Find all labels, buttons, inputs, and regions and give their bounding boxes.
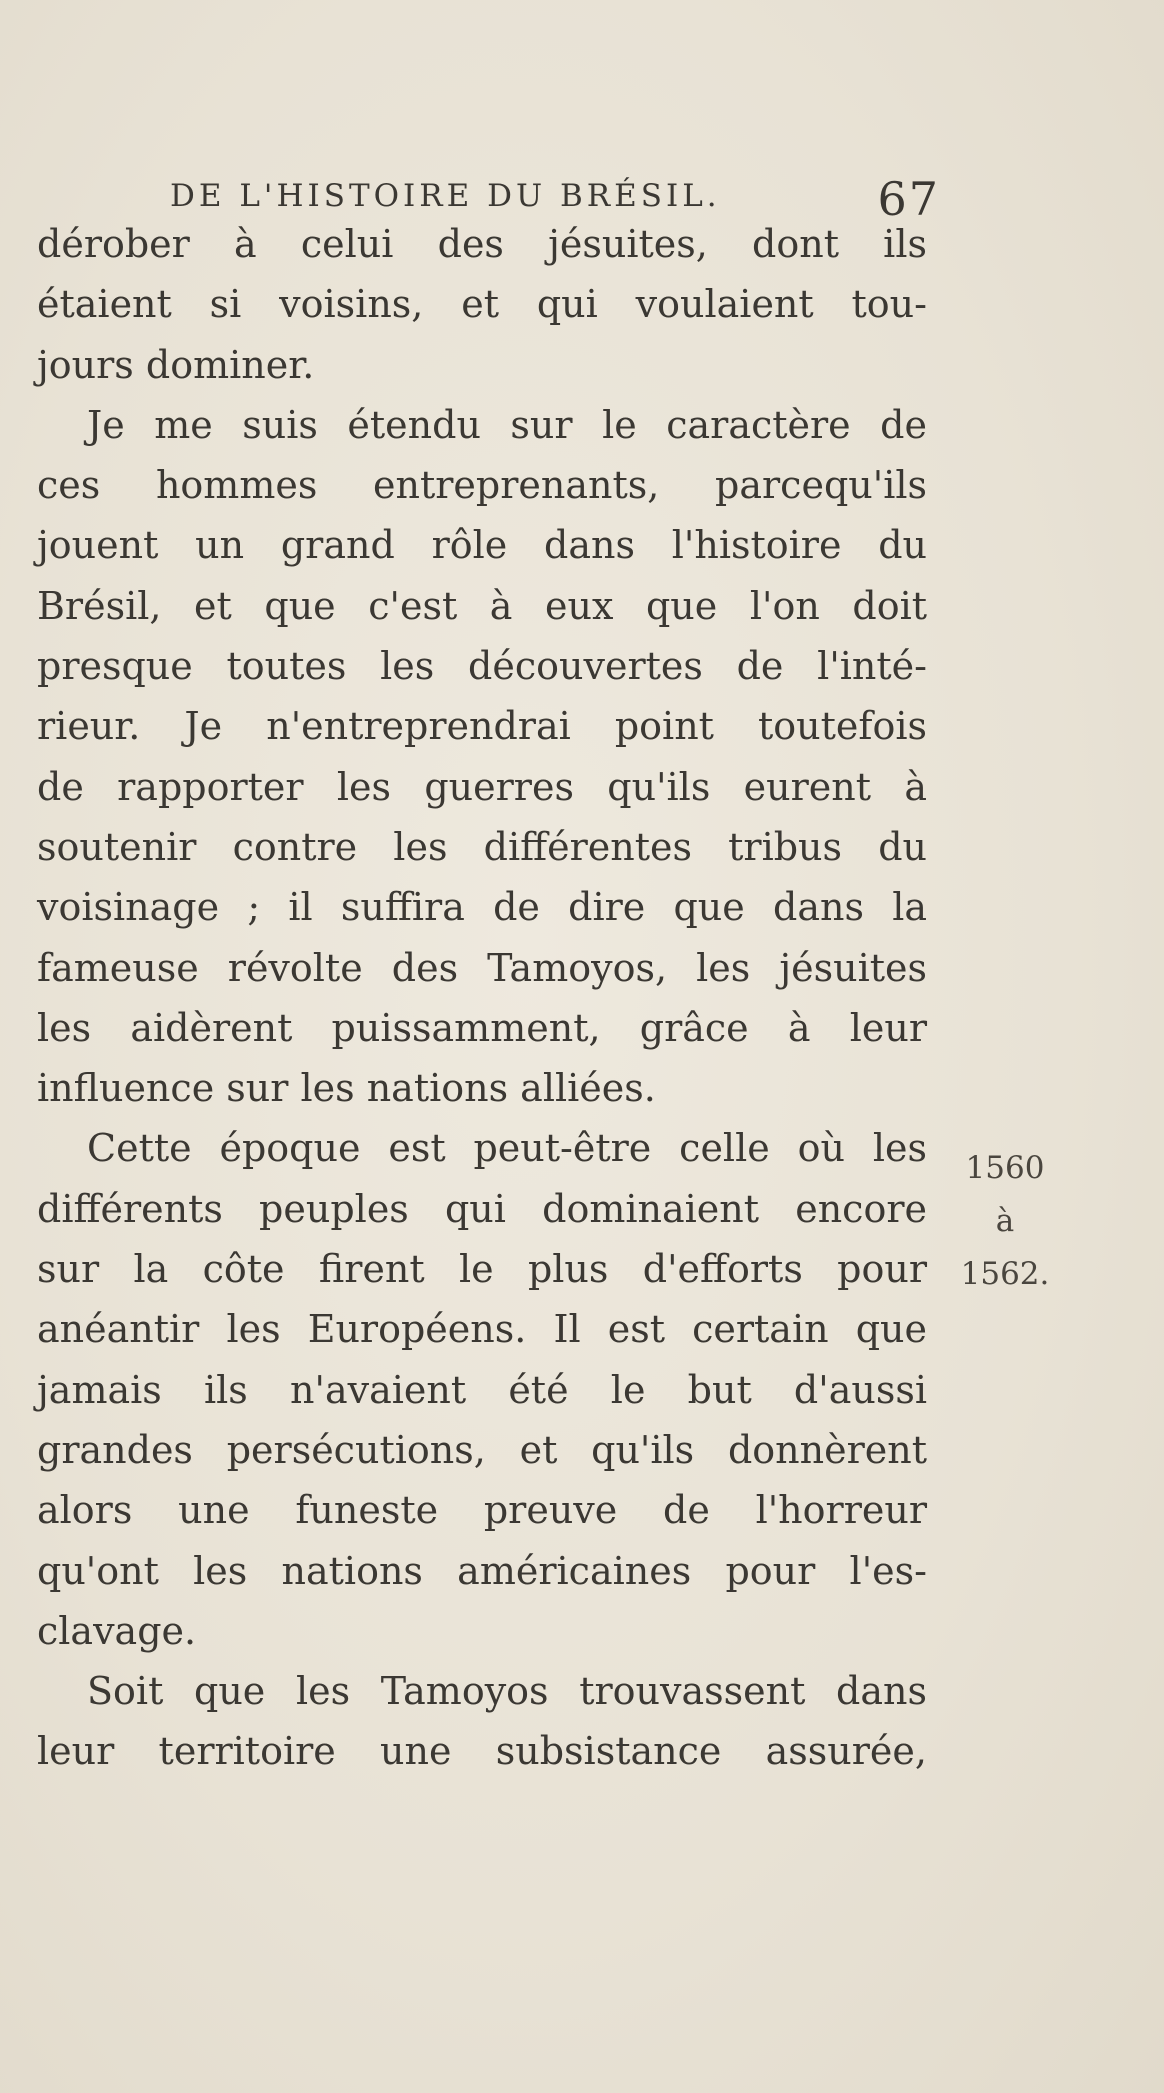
- text-line: influence sur les nations alliées.: [37, 1066, 656, 1111]
- text-line: jours dominer.: [37, 342, 315, 387]
- text-line: leur territoire une subsistance assurée,: [37, 1729, 927, 1774]
- text-line: Je me suis étendu sur le caractère de: [87, 402, 927, 447]
- text-line: qu'ont les nations américaines pour l'es-: [37, 1548, 927, 1593]
- text-line: fameuse révolte des Tamoyos, les jésuites: [37, 945, 927, 990]
- text-line: Cette époque est peut-être celle où les: [87, 1126, 927, 1171]
- text-line: soutenir contre les différentes tribus du: [37, 824, 927, 869]
- text-line: presque toutes les découvertes de l'inté-: [37, 644, 927, 689]
- body-text: [37, 214, 927, 1782]
- text-line: différents peuples qui dominaient encore: [37, 1186, 927, 1231]
- margin-note-year: 1560: [965, 1150, 1045, 1186]
- text-line: de rapporter les guerres qu'ils eurent à: [37, 764, 927, 809]
- text-line: voisinage ; il suffira de dire que dans la: [37, 885, 927, 930]
- text-line: Brésil, et que c'est à eux que l'on doit: [37, 583, 927, 628]
- text-line: jamais ils n'avaient été le but d'aussi: [37, 1367, 927, 1412]
- text-line: grandes persécutions, et qu'ils donnèrent: [37, 1427, 927, 1472]
- text-line: étaient si voisins, et qui voulaient tou-: [37, 282, 927, 327]
- page-number: 67: [877, 172, 940, 226]
- text-line: ces hommes entreprenants, parcequ'ils: [37, 463, 927, 508]
- text-line: anéantir les Européens. Il est certain que: [37, 1307, 927, 1352]
- text-line: rieur. Je n'entreprendrai point toutefois: [37, 704, 927, 749]
- text-line: les aidèrent puissamment, grâce à leur: [37, 1005, 927, 1050]
- text-line: Soit que les Tamoyos trouvassent dans: [87, 1669, 927, 1714]
- margin-note-connector: à: [995, 1203, 1015, 1239]
- text-line: jouent un grand rôle dans l'histoire du: [37, 523, 927, 568]
- text-line: alors une funeste preuve de l'horreur: [37, 1488, 927, 1533]
- margin-note-year: 1562.: [960, 1256, 1050, 1292]
- text-line: clavage.: [37, 1608, 197, 1653]
- text-line: dérober à celui des jésuites, dont ils: [37, 222, 927, 266]
- text-line: sur la côte firent le plus d'efforts pour: [37, 1247, 927, 1292]
- running-head: DE L'HISTOIRE DU BRÉSIL.: [170, 178, 721, 214]
